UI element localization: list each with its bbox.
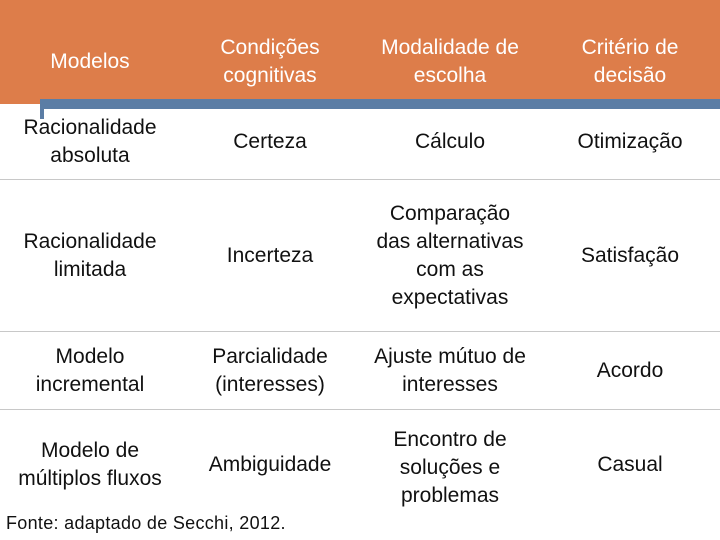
table-cell: Certeza xyxy=(233,130,307,153)
table-cell: Satisfação xyxy=(580,244,680,267)
table-cell: Ambiguidade xyxy=(208,453,332,476)
header-criterio-de-decisao: Critério de decisão xyxy=(581,36,679,87)
table-cell: Acordo xyxy=(596,359,664,382)
header-modelos: Modelos xyxy=(50,50,130,73)
table-cell: Cálculo xyxy=(414,130,486,153)
header-condicoes-cognitivas: Condições cognitivas xyxy=(220,36,320,87)
source-caption: Fonte: adaptado de Secchi, 2012. xyxy=(6,513,286,533)
table-cell: Ajuste mútuo de interesses xyxy=(374,345,526,396)
table-cell: Otimização xyxy=(577,130,683,153)
row-divider xyxy=(0,409,720,410)
row-divider xyxy=(0,331,720,332)
table-cell: Parcialidade (interesses) xyxy=(212,345,328,396)
table-cell: Comparação das alternativas com as expectativas xyxy=(376,202,524,309)
header-accent-bar xyxy=(40,99,720,109)
row-divider xyxy=(0,179,720,180)
table-cell: Racionalidade absoluta xyxy=(23,116,157,167)
table-cell: Modelo de múltiplos fluxos xyxy=(18,439,162,490)
table-cell: Incerteza xyxy=(226,244,314,267)
table-cell: Encontro de soluções e problemas xyxy=(393,428,507,507)
table-cell: Casual xyxy=(597,453,663,476)
table-cell: Racionalidade limitada xyxy=(23,230,157,281)
table-cell: Modelo incremental xyxy=(35,345,145,396)
header-modalidade-de-escolha: Modalidade de escolha xyxy=(381,36,519,87)
